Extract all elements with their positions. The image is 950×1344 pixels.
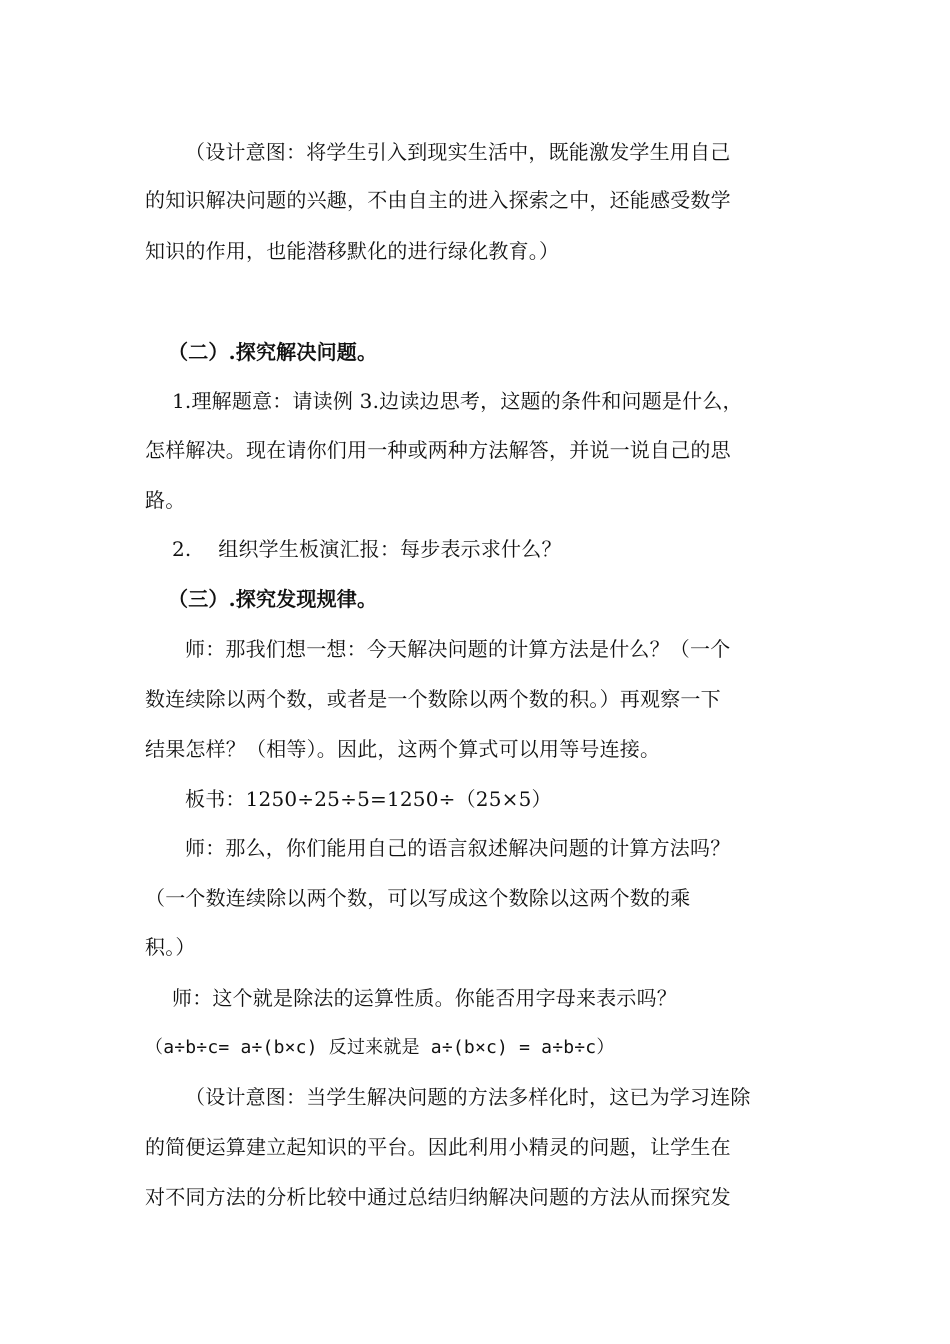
step-1-line-1: 1.理解题意：请读例 3.边读边思考，这题的条件和问题是什么，: [172, 389, 743, 413]
design-intent-1-line-2: 的知识解决问题的兴趣，不由自主的进入探索之中，还能感受数学: [145, 188, 731, 212]
design-intent-2-line-1: （设计意图：当学生解决问题的方法多样化时，这已为学习连除: [185, 1085, 751, 1109]
step-2: 2. 组织学生板演汇报：每步表示求什么？: [172, 537, 562, 561]
design-intent-2-line-2: 的简便运算建立起知识的平台。因此利用小精灵的问题，让学生在: [145, 1135, 731, 1159]
teacher-1-line-1: 师：那我们想一想：今天解决问题的计算方法是什么？（一个: [185, 637, 731, 661]
section-3-heading: （三）.探究发现规律。: [168, 587, 378, 611]
teacher-1-line-3: 结果怎样？（相等）。因此，这两个算式可以用等号连接。: [145, 737, 661, 761]
teacher-3: 师：这个就是除法的运算性质。你能否用字母来表示吗？: [172, 986, 677, 1010]
step-1-line-2: 怎样解决。现在请你们用一种或两种方法解答，并说一说自己的思: [145, 438, 731, 462]
teacher-2-line-3: 积。）: [145, 935, 196, 959]
teacher-1-line-2: 数连续除以两个数，或者是一个数除以两个数的积。）再观察一下: [145, 687, 721, 711]
design-intent-1-line-3: 知识的作用，也能潜移默化的进行绿化教育。）: [145, 239, 560, 263]
step-1-line-3: 路。: [145, 488, 186, 512]
formula-line: （a÷b÷c= a÷(b×c) 反过来就是 a÷(b×c) = a÷b÷c）: [145, 1037, 615, 1058]
teacher-2-line-2: （一个数连续除以两个数，可以写成这个数除以这两个数的乘: [145, 886, 691, 910]
teacher-2-line-1: 师：那么，你们能用自己的语言叙述解决问题的计算方法吗？: [185, 836, 731, 860]
design-intent-1-line-1: （设计意图：将学生引入到现实生活中，既能激发学生用自己: [185, 140, 731, 164]
design-intent-2-line-3: 对不同方法的分析比较中通过总结归纳解决问题的方法从而探究发: [145, 1185, 731, 1209]
section-2-heading: （二）.探究解决问题。: [168, 340, 378, 364]
board-writing: 板书：1250÷25÷5=1250÷（25×5）: [185, 787, 552, 811]
